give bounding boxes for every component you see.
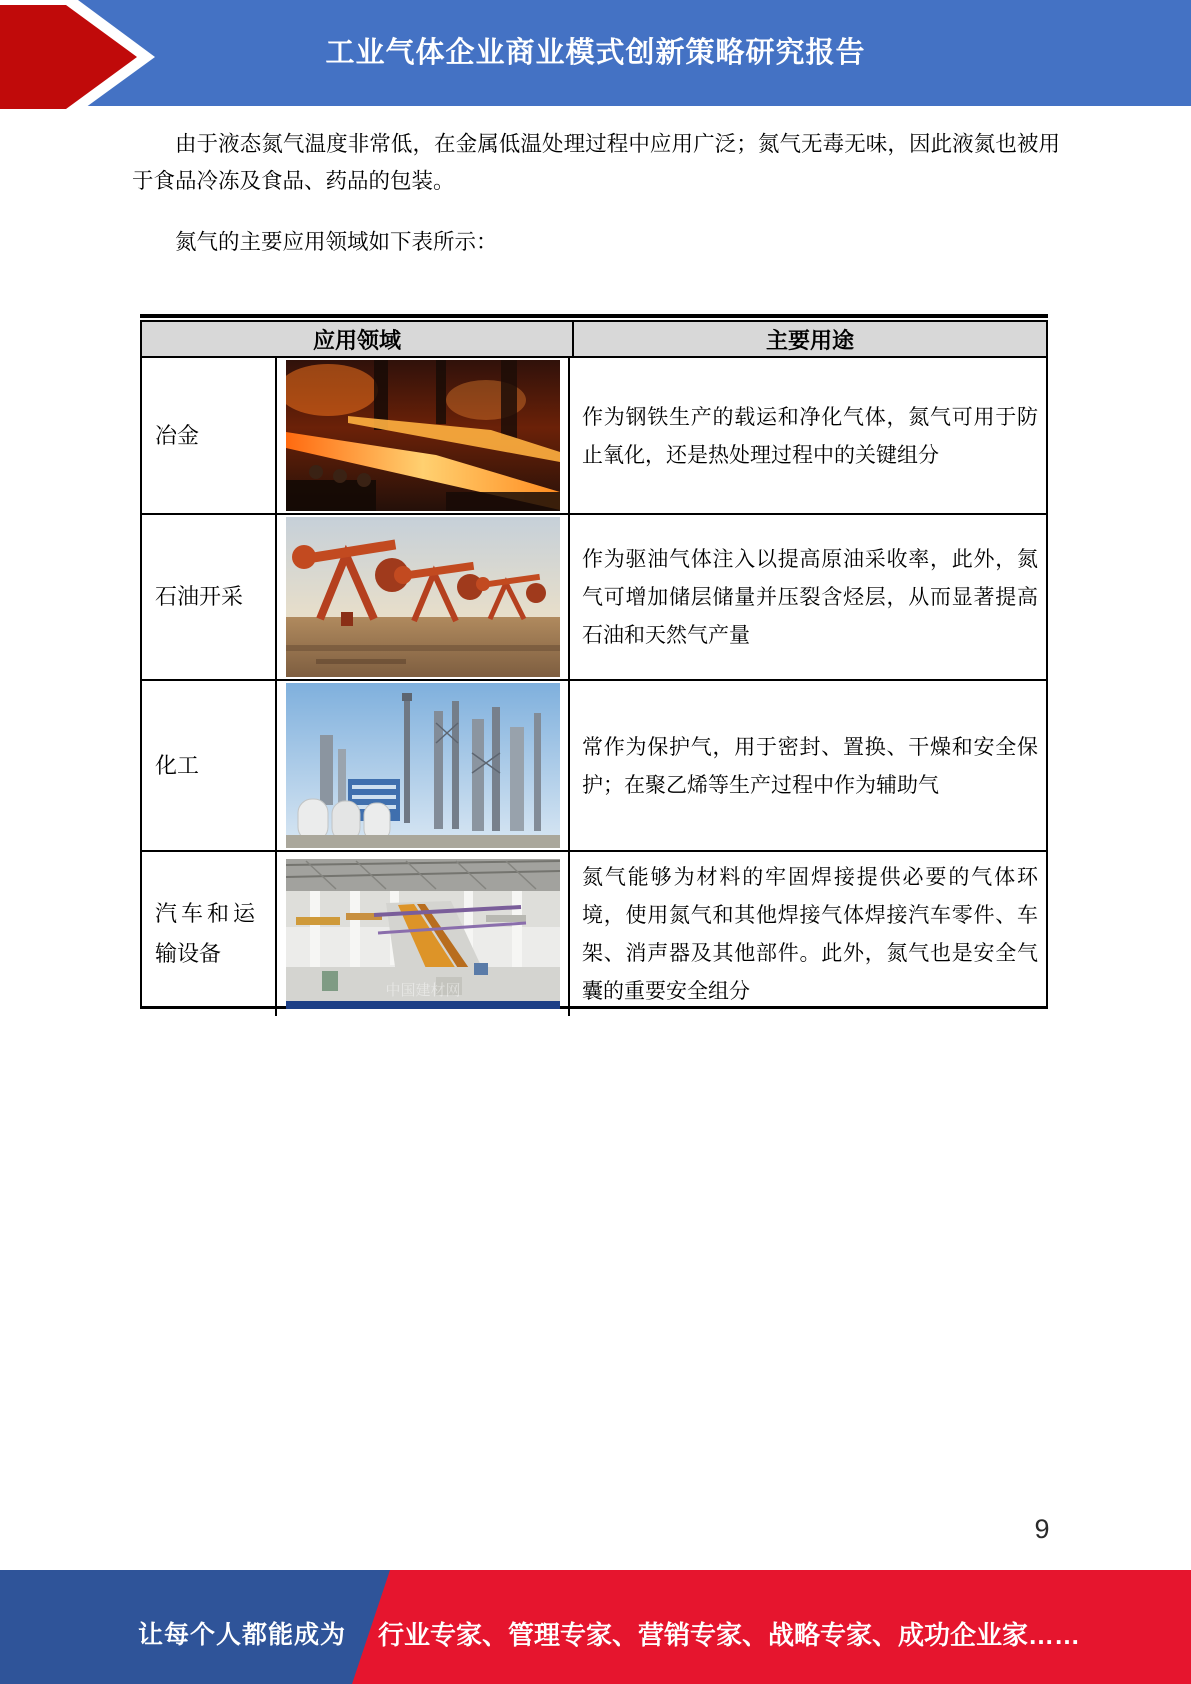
header-arrow-icon — [0, 0, 170, 118]
row-field-label: 汽车和运输设备 — [155, 901, 255, 966]
row-field-label: 冶金 — [155, 422, 200, 448]
table-row — [142, 358, 1046, 515]
page-header-banner — [0, 0, 1191, 106]
page-footer — [0, 1570, 1191, 1684]
table-row — [142, 681, 1046, 852]
row-usage-text: 常作为保护气，用于密封、置换、干燥和安全保护；在聚乙烯等生产过程中作为辅助气 — [582, 734, 1038, 797]
row-field-label: 石油开采 — [155, 584, 244, 609]
body-paragraph-2: 氮气的主要应用领域如下表所示： — [175, 230, 498, 254]
footer-left-text: 让每个人都能成为 — [137, 1621, 346, 1649]
table-header-row — [142, 320, 1046, 358]
steel-mill-photo — [275, 358, 570, 513]
page-number: 9 — [1034, 1514, 1050, 1544]
table-row — [142, 852, 1046, 1006]
row-usage-text: 作为驱油气体注入以提高原油采收率，此外，氮气可增加储层储量并压裂含烃层，从而显著提高石油和天然气产量 — [582, 547, 1038, 647]
row-usage-cell — [570, 852, 1046, 1016]
row-usage-cell — [570, 681, 1046, 850]
footer-right-text: 行业专家、管理专家、营销专家、战略专家、成功企业家…… — [378, 1620, 1081, 1650]
table-header-usage: 主要用途 — [572, 322, 1046, 356]
chemical-plant-photo — [275, 681, 570, 850]
auto-factory-photo — [275, 852, 570, 1016]
report-title: 工业气体企业商业模式创新策略研究报告 — [325, 37, 866, 69]
svg-text:中国建材网: 中国建材网 — [384, 982, 461, 999]
row-field-label: 化工 — [155, 752, 200, 778]
oil-pumpjacks-photo — [275, 515, 570, 679]
applications-table — [140, 314, 1048, 1009]
table-header-field: 应用领域 — [312, 327, 401, 353]
row-usage-text: 作为钢铁生产的载运和净化气体，氮气可用于防止氧化，还是热处理过程中的关键组分 — [582, 404, 1038, 467]
body-paragraph-1: 由于液态氮气温度非常低，在金属低温处理过程中应用广泛；氮气无毒无味，因此液氮也被用于食品冷冻及食品、药品的包装。 — [132, 132, 1060, 193]
table-row — [142, 515, 1046, 681]
row-usage-cell — [570, 515, 1046, 679]
row-usage-text: 氮气能够为材料的牢固焊接提供必要的气体环境，使用氮气和其他焊接气体焊接汽车零件、车架、消声器及其他部件。此外，氮气也是安全气囊的重要安全组分 — [582, 865, 1038, 1003]
row-usage-cell — [570, 358, 1046, 513]
